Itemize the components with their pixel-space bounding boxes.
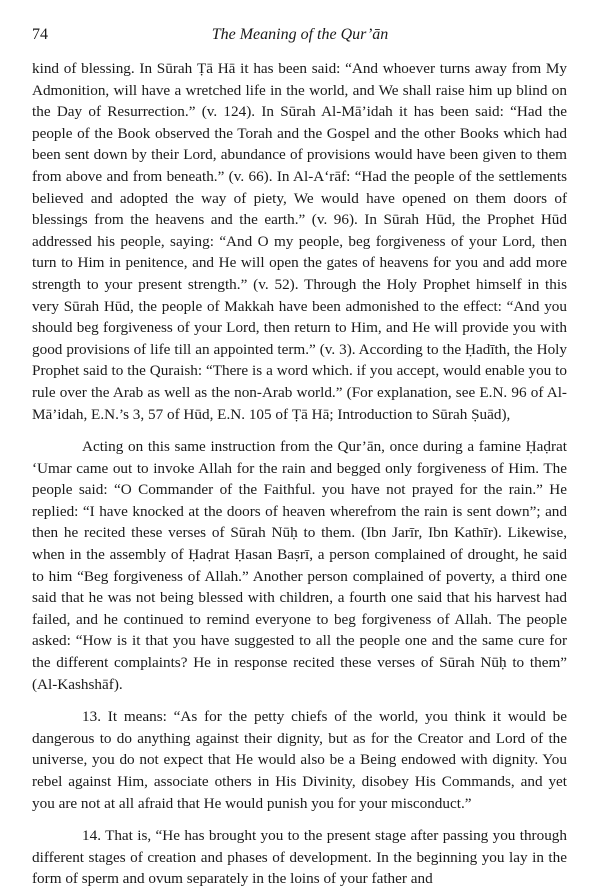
page-header: [32, 26, 568, 48]
note-13: 13. It means: “As for the petty chiefs of the world, you think it would be dangerous to do anything against their dignity, but as for the Creator and Lord of the universe, you do not expect that He would also be a Being endowed with dignity. You rebel against Him, associate others in His Divinity, disobey His Commands, and yet you are not at all afraid that He would punish you for your misconduct.”: [32, 708, 567, 812]
page-number: 74: [32, 26, 48, 43]
paragraph-umar-rain: Acting on this same instruction from the Qur’ān, once during a famine Ḥaḍrat ‘Umar came out to invoke Allah for the rain and begged only forgiveness of Him. The people said: “O Commander of the Faithful. you have not prayed for the rain.” He replied: “I have knocked at the doors of heaven wherefrom the rain is sent down”; and then he recited these verses of Sūrah Nūḥ to them. (Ibn Jarīr, Ibn Kathīr). Likewise, when in the assembly of Ḥaḍrat Ḥasan Baṣrī, a person complained of drought, he said to him “Beg forgiveness of Allah.” Another person complained of poverty, a third one said that he was not being blessed with children, a fourth one said that his harvest had failed, and he continued to remind everyone to beg forgiveness of Allah. The people asked: “How is it that you have suggested to all the people one and the same cure for the different complaints? He in response recited these verses of Sūrah Nūḥ to them” (Al-Kashshāf).: [32, 438, 567, 693]
page-body: [32, 58, 567, 890]
running-title: The Meaning of the Qur’ān: [211, 26, 389, 43]
note-14: 14. That is, “He has brought you to the present stage after passing you through different stages of creation and phases of development. In the beginning you lay in the form of sperm and ovum separately in the loins of your father and: [32, 827, 567, 888]
paragraph-continuation: kind of blessing. In Sūrah Ṭā Hā it has been said: “And whoever turns away from My Admonition, will have a wretched life in the world, and We shall raise him up blind on the Day of Resurrection.” (v. 124). In Sūrah Al-Mā’idah it has been said: “Had the people of the Book observed the Torah and the Gospel and the other Books which had been sent down by their Lord, abundance of provisions would have been given to them from above and from beneath.” (v. 66). In Al-A‘rāf: “Had the people of the settlements believed and adopted the way of piety, We would have opened on them doors of blessings from the heavens and the earth.” (v. 96). In Sūrah Hūd, the Prophet Hūd addressed his people, saying: “And O my people, beg forgiveness of your Lord, then turn to Him in penitence, and He will open the gates of heavens for you and add more strength to your present strength.” (v. 52). Through the Holy Prophet himself in this very Sūrah Hūd, the people of Makkah have been admonished to the effect: “And you should beg forgiveness of your Lord, then return to Him, and He will provide you with good provisions of life till an appointed term.” (v. 3). According to the Ḥadīth, the Holy Prophet said to the Quraish: “There is a word which. if you accept, would enable you to rule over the Arab as well as the non-Arab world.” (For explanation, see E.N. 96 of Al-Mā’idah, E.N.’s 3, 57 of Hūd, E.N. 105 of Ṭā Hā; Introduction to Sūrah Ṣuād),: [32, 60, 567, 423]
